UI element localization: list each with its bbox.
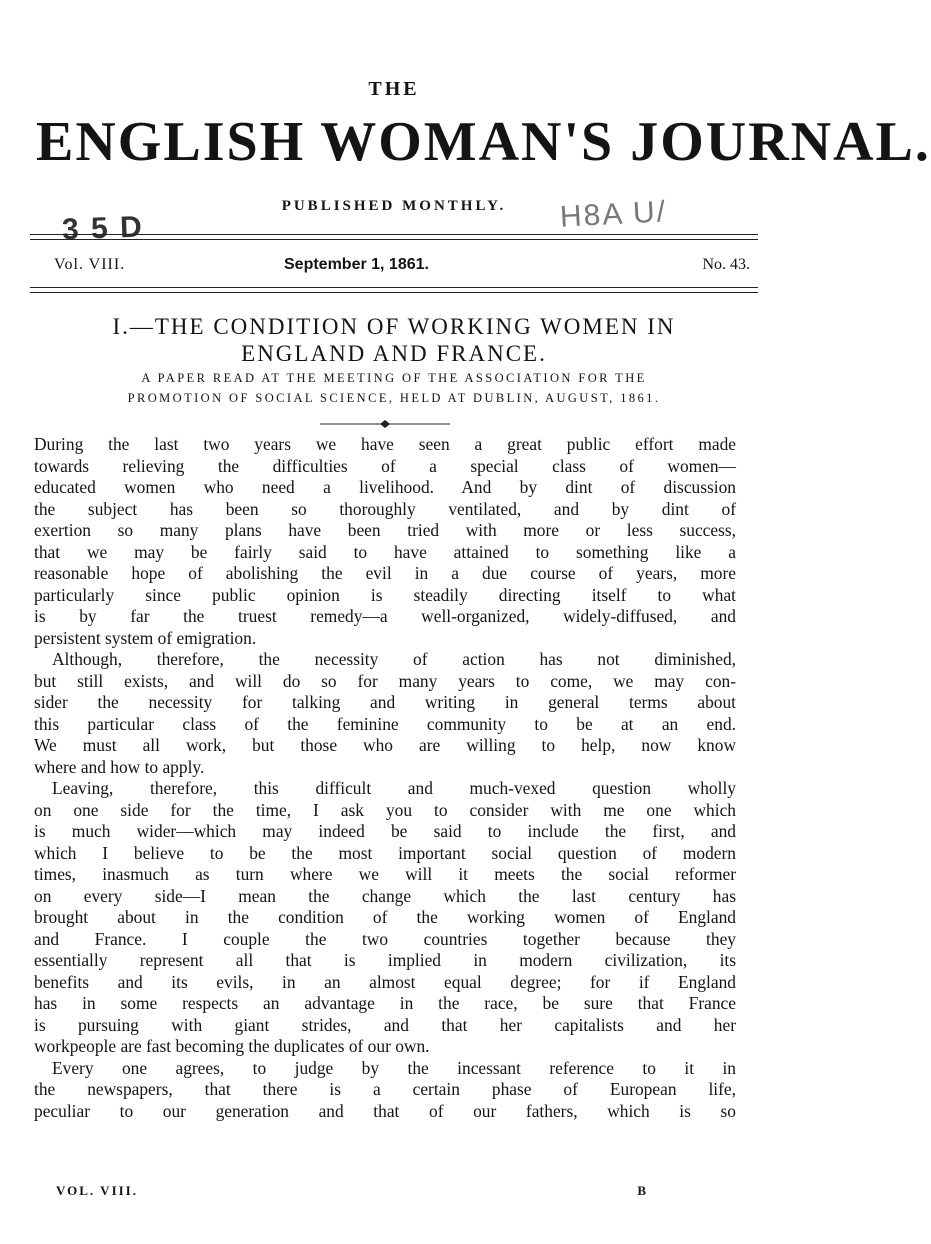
text-line: brought about in the condition of the working women of England	[34, 907, 736, 927]
text-line: We must all work, but those who are willing to help, now know	[34, 735, 736, 755]
handwritten-shelf-mark: H8A U/	[559, 195, 668, 234]
text-line: which I believe to be the most important social question of modern	[34, 842, 736, 863]
masthead-article: THE	[368, 78, 420, 100]
text-line: is pursuing with giant strides, and that her capitalists and her	[34, 1014, 736, 1035]
text-line: is much wider—which may indeed be said to include the first, and	[34, 821, 736, 841]
article-subtitle	[30, 368, 758, 408]
journal-title: ENGLISH WOMAN'S JOURNAL.	[36, 111, 931, 173]
ornamental-divider	[320, 420, 450, 428]
text-line: reasonable hope of abolishing the evil in a due course of years, more	[34, 563, 736, 583]
text-line: the subject has been so thoroughly ventilated, and by dint of	[34, 498, 736, 519]
text-line: Although, therefore, the necessity of action has not diminished,	[52, 649, 736, 669]
header-rule-bottom-2	[30, 292, 758, 293]
article-body	[34, 434, 736, 1122]
text-line: persistent system of emigration.	[34, 627, 257, 648]
header-rule-top	[30, 234, 758, 235]
text-line: towards relieving the difficulties of a special class of women—	[34, 455, 736, 476]
page-footer	[56, 1183, 648, 1201]
text-line: where and how to apply.	[34, 756, 205, 777]
text-line: that we may be fairly said to have attained to something like a	[34, 541, 736, 562]
text-line: workpeople are fast becoming the duplicates of our own.	[34, 1036, 430, 1056]
text-line: essentially represent all that is implied in modern civilization, its	[34, 950, 736, 970]
signature-mark: B	[637, 1183, 648, 1198]
text-line: Every one agrees, to judge by the incessant reference to it in	[52, 1057, 736, 1078]
publication-frequency: PUBLISHED MONTHLY.	[281, 198, 507, 214]
text-line: benefits and its evils, in an almost equal degree; for if England	[34, 971, 736, 992]
text-line: particularly since public opinion is steadily directing itself to what	[34, 584, 736, 605]
text-line: and France. I couple the two countries together because they	[34, 928, 736, 949]
article-title-line: I.—THE CONDITION OF WORKING WOMEN IN	[112, 314, 676, 339]
text-line: but still exists, and will do so for many years to come, we may con-	[34, 670, 736, 691]
issue-volume: Vol. VIII.	[54, 256, 126, 273]
text-line: this particular class of the feminine community to be at an end.	[34, 713, 736, 734]
text-line: exertion so many plans have been tried with more or less success,	[34, 520, 736, 540]
footer-volume: VOL. VIII.	[56, 1183, 138, 1198]
article-subtitle-line: A PAPER READ AT THE MEETING OF THE ASSOCIATION FOR THE	[141, 371, 647, 385]
issue-line	[30, 256, 758, 278]
text-line: Leaving, therefore, this difficult and much-vexed question wholly	[52, 778, 736, 798]
text-line: the newspapers, that there is a certain phase of European life,	[34, 1079, 736, 1099]
text-line: is by far the truest remedy—a well-organized, widely-diffused, and	[34, 606, 736, 626]
issue-number: No. 43.	[702, 256, 750, 273]
text-line: During the last two years we have seen a great public effort made	[34, 434, 736, 454]
text-line: sider the necessity for talking and writing in general terms about	[34, 692, 736, 712]
header-rule-bottom	[30, 287, 758, 288]
text-line: peculiar to our generation and that of our fathers, which is so	[34, 1100, 736, 1121]
article-title-line: ENGLAND AND FRANCE.	[241, 341, 547, 366]
issue-date: September 1, 1861.	[284, 256, 429, 273]
header-rule-top-2	[30, 239, 758, 240]
article-subtitle-line: PROMOTION OF SOCIAL SCIENCE, HELD AT DUBLIN, AUGUST, 1861.	[127, 391, 661, 405]
text-line: has in some respects an advantage in the race, be sure that France	[34, 993, 736, 1013]
article-title	[30, 313, 758, 367]
text-line: educated women who need a livelihood. And by dint of discussion	[34, 477, 736, 497]
text-line: on one side for the time, I ask you to consider with me one which	[34, 799, 736, 820]
handwritten-price-mark: 3 5 D	[61, 210, 145, 247]
text-line: times, inasmuch as turn where we will it meets the social reformer	[34, 864, 736, 884]
text-line: on every side—I mean the change which the last century has	[34, 885, 736, 906]
